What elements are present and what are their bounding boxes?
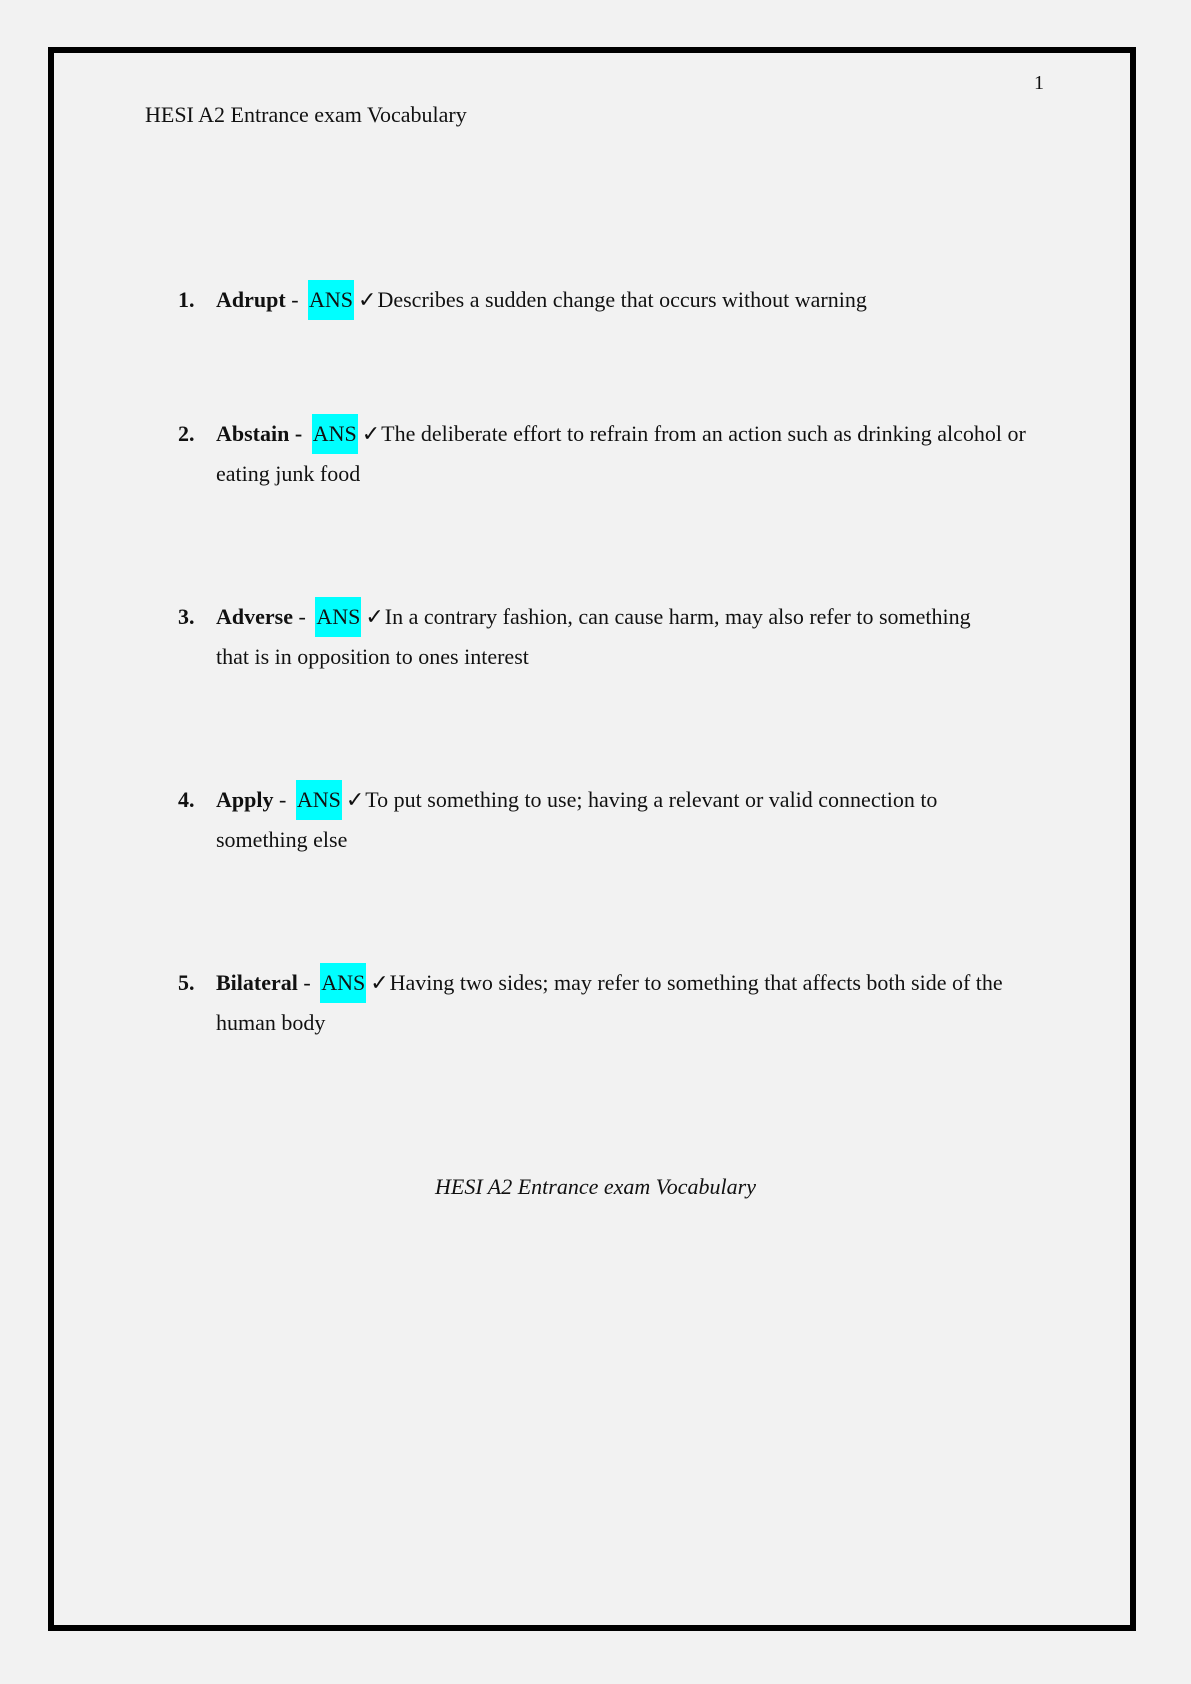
entry-definition: The deliberate effort to refrain from an action such as drinking alcohol or (381, 421, 1026, 446)
checkmark-icon: ✓ (370, 970, 389, 996)
entry-number: 5. (178, 970, 195, 995)
entry-first-line (178, 414, 1058, 454)
vocab-entry-5 (178, 963, 1058, 1043)
entry-separator: - (292, 604, 312, 629)
ans-highlight: ANS (296, 780, 342, 820)
entry-separator: - (273, 787, 292, 812)
entry-number: 2. (178, 421, 195, 446)
entry-number: 1. (178, 287, 195, 312)
entry-definition: Having two sides; may refer to something that affects both side of the (389, 970, 1003, 995)
checkmark-icon: ✓ (358, 287, 377, 313)
ans-highlight: ANS (312, 414, 358, 454)
checkmark-icon: ✓ (361, 421, 381, 447)
entry-continuation: something else (216, 827, 348, 852)
vocab-entry-2 (178, 414, 1058, 494)
entry-continuation: eating junk food (216, 461, 361, 486)
ans-highlight: ANS (308, 280, 354, 320)
entry-definition: To put something to use; having a relevant or valid connection to (365, 787, 938, 812)
footer-title: HESI A2 Entrance exam Vocabulary (435, 1174, 756, 1199)
entry-term: Abstain - (216, 421, 303, 446)
vocab-entry-1 (178, 280, 1058, 320)
running-head: HESI A2 Entrance exam Vocabulary (145, 102, 467, 127)
entry-term: Adverse (216, 604, 293, 629)
entry-first-line (178, 597, 1058, 637)
entry-continuation: that is in opposition to ones interest (216, 644, 529, 669)
entry-continuation: human body (216, 1010, 326, 1035)
entry-separator (302, 421, 308, 447)
ans-highlight: ANS (315, 597, 361, 637)
entry-term: Apply (216, 787, 274, 812)
entry-definition: In a contrary fashion, can cause harm, may also refer to something (384, 604, 971, 629)
checkmark-icon: ✓ (365, 604, 384, 630)
entry-first-line (178, 963, 1058, 1003)
ans-highlight: ANS (320, 963, 366, 1003)
checkmark-icon: ✓ (345, 787, 365, 813)
page-number: 1 (1034, 72, 1044, 94)
entry-term: Bilateral (216, 970, 298, 995)
entry-term: Adrupt (216, 287, 286, 312)
entry-number: 4. (178, 787, 195, 812)
entry-definition: Describes a sudden change that occurs without warning (377, 287, 867, 312)
entry-separator: - (285, 287, 305, 312)
entry-first-line (178, 780, 1058, 820)
entry-separator: - (297, 970, 317, 995)
entry-first-line (178, 280, 1058, 320)
entry-number: 3. (178, 604, 195, 629)
vocab-entry-3 (178, 597, 1058, 677)
vocab-entry-4 (178, 780, 1058, 860)
